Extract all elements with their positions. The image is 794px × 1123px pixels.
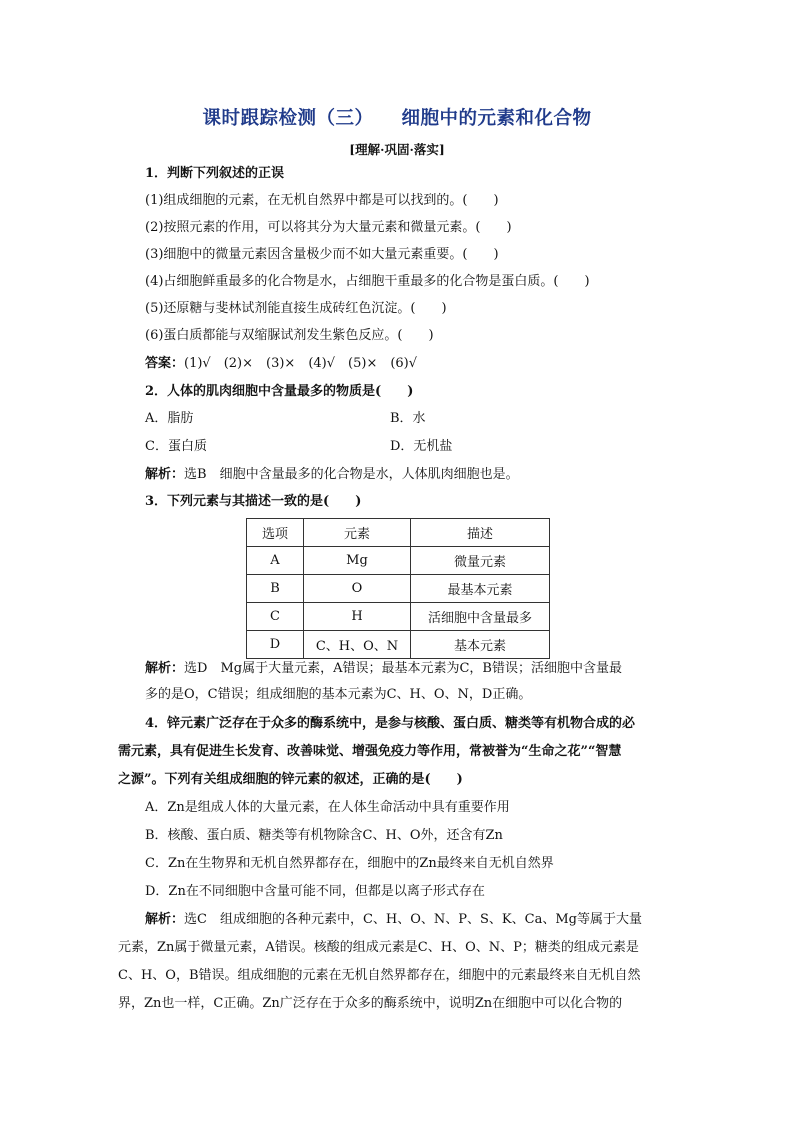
q4-option-c: C．Zn在生物界和无机自然界都存在，细胞中的Zn最终来自无机自然界	[145, 856, 554, 871]
q4-analysis-line-4: 界，Zn也一样，C正确。Zn广泛存在于众多的酶系统中，说明Zn在细胞中可以化合物的	[118, 996, 623, 1011]
table-cell: 微量元素	[411, 547, 550, 575]
table-cell: B	[247, 575, 304, 603]
table-header-cell: 元素	[304, 519, 411, 547]
table-cell: C、H、O、N	[304, 631, 411, 659]
q1-item-3: (3)细胞中的微量元素因含量极少而不如大量元素重要。( )	[145, 247, 499, 262]
table-row	[247, 603, 550, 631]
q4-option-d: D．Zn在不同细胞中含量可能不同，但都是以离子形式存在	[145, 884, 485, 899]
q3-analysis-line-1	[145, 660, 622, 678]
table-row	[247, 575, 550, 603]
q3-analysis-line-2: 多的是O，C错误；组成细胞的基本元素为C、H、O、N，D正确。	[145, 687, 532, 702]
table-cell: Mg	[304, 547, 411, 575]
q4-option-b: B．核酸、蛋白质、糖类等有机物除含C、H、O外，还含有Zn	[145, 828, 503, 843]
q1-item-5: (5)还原糖与斐林试剂能直接生成砖红色沉淀。( )	[145, 301, 447, 316]
q1-answer-label: 答案：	[145, 356, 185, 371]
table-row	[247, 547, 550, 575]
table-cell: O	[304, 575, 411, 603]
page-title	[0, 104, 794, 130]
q2-option-b: B．水	[390, 411, 426, 426]
q4-analysis-text-1: 选C 组成细胞的各种元素中，C、H、O、N、P、S、K、Ca、Mg等属于大量	[184, 912, 642, 927]
q2-option-d: D．无机盐	[390, 439, 453, 454]
q4-option-a: A．Zn是组成人体的大量元素，在人体生命活动中具有重要作用	[145, 800, 510, 815]
q2-analysis	[145, 466, 519, 484]
q4-analysis-label: 解析：	[145, 912, 185, 927]
q2-analysis-label: 解析：	[145, 467, 185, 482]
q2-option-c: C．蛋白质	[145, 439, 207, 454]
page-subtitle: [理解·巩固·落实]	[349, 142, 445, 157]
q4-stem-line-1: 4．锌元素广泛存在于众多的酶系统中，是参与核酸、蛋白质、糖类等有机物合成的必	[145, 716, 636, 731]
table-cell: A	[247, 547, 304, 575]
table-row	[247, 631, 550, 659]
q1-item-1: (1)组成细胞的元素，在无机自然界中都是可以找到的。( )	[145, 193, 499, 208]
title-right: 细胞中的元素和化合物	[401, 108, 592, 129]
q3-stem: 3．下列元素与其描述一致的是( )	[145, 494, 362, 509]
title-left: 课时跟踪检测（三）	[202, 108, 374, 129]
table-header-row	[247, 519, 550, 547]
q4-analysis-line-2: 元素，Zn属于微量元素，A错误。核酸的组成元素是C、H、O、N、P；糖类的组成元素是	[118, 940, 639, 955]
q1-answer	[145, 355, 417, 373]
q1-item-4: (4)占细胞鲜重最多的化合物是水，占细胞干重最多的化合物是蛋白质。( )	[145, 274, 590, 289]
table-cell: C	[247, 603, 304, 631]
q3-analysis-text-1: 选D Mg属于大量元素，A错误；最基本元素为C，B错误；活细胞中含量最	[184, 661, 622, 676]
q1-answer-text: (1)√ (2)× (3)× (4)√ (5)× (6)√	[184, 356, 418, 371]
table-cell: 活细胞中含量最多	[411, 603, 550, 631]
q4-analysis-line-3: C、H、O，B错误。组成细胞的元素在无机自然界都存在，细胞中的元素最终来自无机自然	[118, 968, 641, 983]
q2-analysis-text: 选B 细胞中含量最多的化合物是水，人体肌肉细胞也是。	[184, 467, 519, 482]
q1-item-2: (2)按照元素的作用，可以将其分为大量元素和微量元素。( )	[145, 220, 512, 235]
table-header-cell: 描述	[411, 519, 550, 547]
q1-stem: 1．判断下列叙述的正误	[145, 166, 285, 181]
q3-analysis-label: 解析：	[145, 661, 185, 676]
table-cell: 最基本元素	[411, 575, 550, 603]
q4-analysis-line-1	[145, 911, 642, 929]
q2-option-a: A．脂肪	[145, 411, 194, 426]
q4-stem-line-2: 需元素，具有促进生长发育、改善味觉、增强免疫力等作用，常被誉为“生命之花”“智慧	[118, 744, 622, 759]
table-cell: 基本元素	[411, 631, 550, 659]
table-cell: D	[247, 631, 304, 659]
q1-item-6: (6)蛋白质都能与双缩脲试剂发生紫色反应。( )	[145, 328, 434, 343]
q2-stem: 2．人体的肌肉细胞中含量最多的物质是( )	[145, 384, 414, 399]
table-header-cell: 选项	[247, 519, 304, 547]
table-cell: H	[304, 603, 411, 631]
q4-stem-line-3: 之源”。下列有关组成细胞的锌元素的叙述，正确的是( )	[118, 772, 463, 787]
element-table	[246, 518, 550, 659]
